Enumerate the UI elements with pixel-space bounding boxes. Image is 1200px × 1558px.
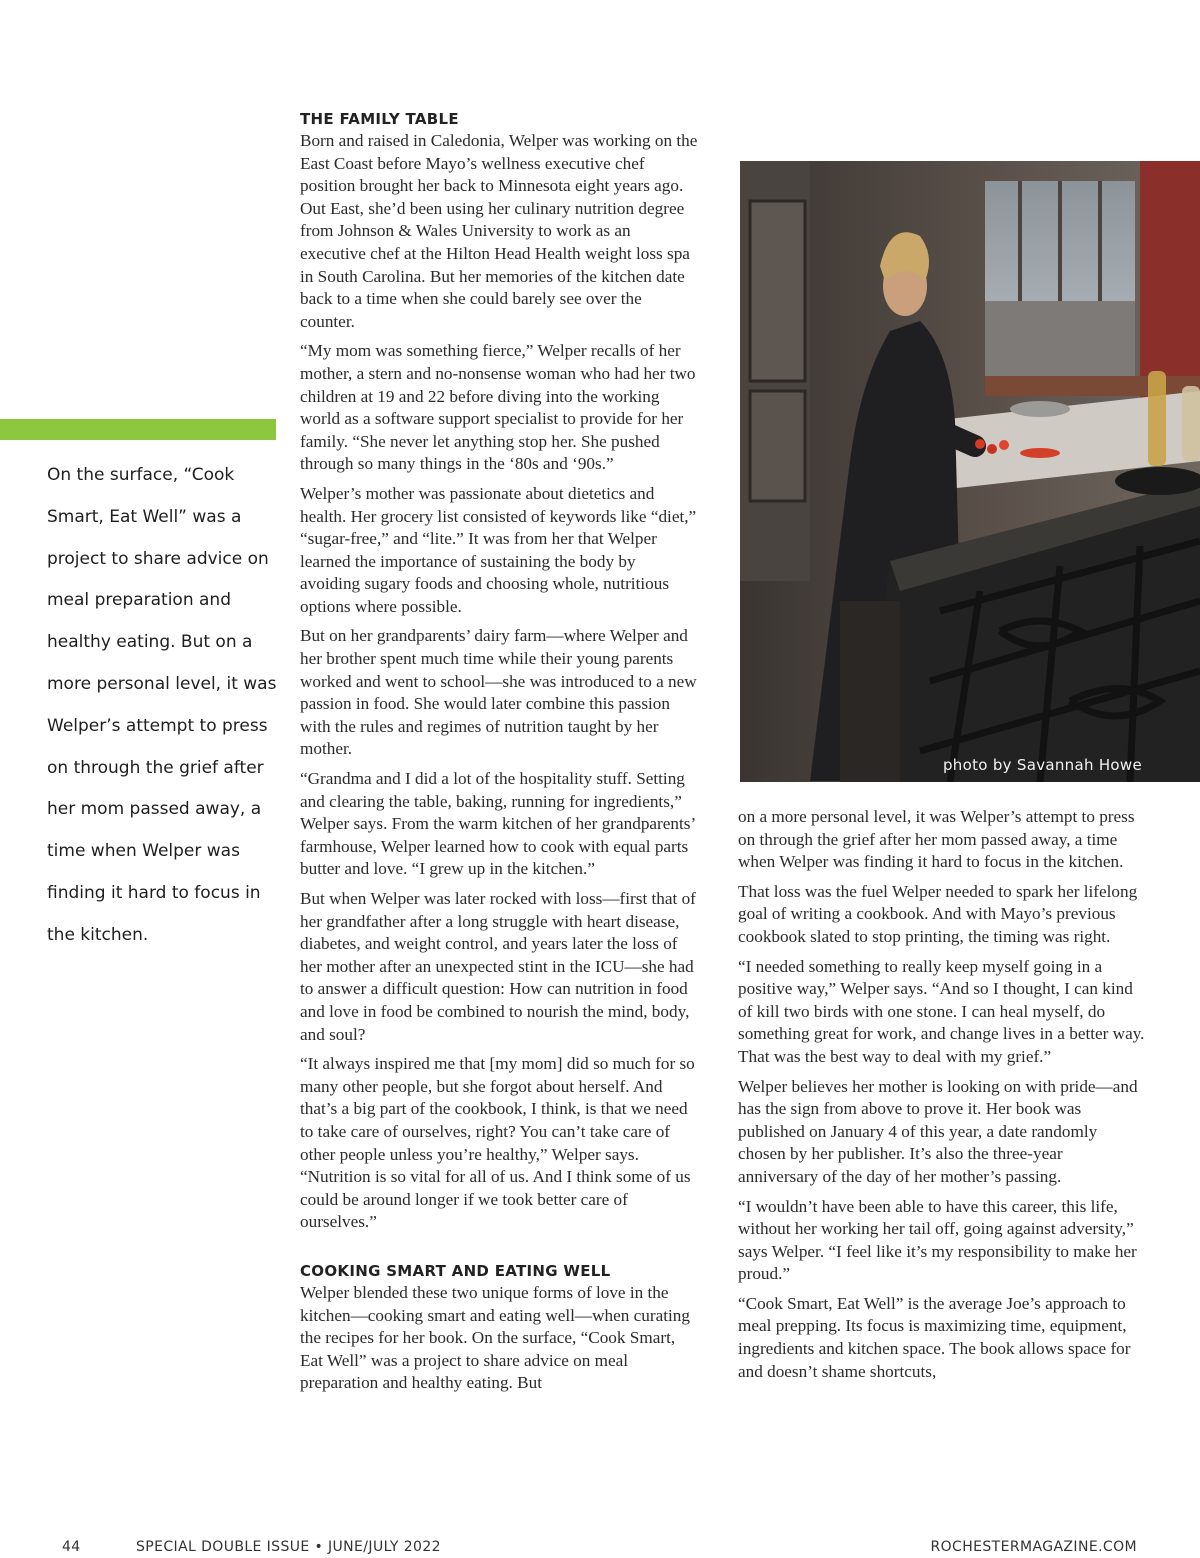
kitchen-photo (740, 161, 1200, 782)
page-number: 44 (62, 1539, 81, 1555)
paragraph: But on her grandparents’ dairy farm—where Welper and her brother spent much time while their young parents worked and went to school—she was introduced to a new passion in food. She would later combine this passion with the rules and regimes of nutrition taught by her mother. (300, 626, 697, 759)
paragraph: Welper blended these two unique forms of love in the kitchen—cooking smart and eating well—when curating the recipes for her book. On the surface, “Cook Smart, Eat Well” was a project to share advice on meal preparation and healthy eating. But (300, 1282, 690, 1393)
accent-bar (0, 419, 276, 440)
paragraph: Welper believes her mother is looking on with pride—and has the sign from above to prove it. Her book was published on January 4 of this year, a date randomly chosen by her publisher. It’s also the three-year anniversary of the day of her mother’s passing. (738, 1076, 1138, 1186)
paragraph: Born and raised in Caledonia, Welper was working on the East Coast before Mayo’s wellness executive chef position brought her back to Minnesota eight years ago. Out East, she’d been using her culinary nutrition degree from Johnson & Wales University to work as an executive chef at the Hilton Head Health weight loss spa in South Carolina. But her memories of the kitchen date back to a time when she could barely see over the counter. (300, 131, 698, 331)
section-heading-cooking-smart: COOKING SMART AND EATING WELL (300, 1261, 611, 1280)
right-text-column (738, 806, 1146, 1390)
paragraph: “I wouldn’t have been able to have this career, this life, without her working her tail off, going against adversity,” says Welper. “I feel like it’s my responsibility to make her proud.” (738, 1196, 1137, 1284)
paragraph: “My mom was something fierce,” Welper recalls of her mother, a stern and no-nonsense woman who had her two children at 19 and 22 before diving into the working world as a software support specialist to provide for her family. “She never let anything stop her. She pushed through so many things in the ‘80s and ‘90s.” (300, 341, 696, 474)
paragraph: But when Welper was later rocked with loss—first that of her grandfather after a long struggle with heart disease, diabetes, and weight control, and years later the loss of her mother after an unexpected stint in the ICU—she had to answer a difficult question: How can nutrition in food and love in food be combined to nourish the mind, body, and soul? (300, 889, 696, 1044)
paragraph: “Grandma and I did a lot of the hospitality stuff. Setting and clearing the table, baking, running for ingredients,” Welper says. From the warm kitchen of her grandparents’ farmhouse, Welper learned how to cook with equal parts butter and love. “I grew up in the kitchen.” (300, 769, 695, 879)
photo-credit: photo by Savannah Howe (942, 756, 1142, 774)
pull-quote: On the surface, “Cook Smart, Eat Well” was a project to share advice on meal preparation and healthy eating. But on a more personal level, it was Welper’s attempt to press on through the grief after her mom passed away, a time when Welper was finding it hard to focus in the kitchen. (47, 465, 277, 945)
paragraph: That loss was the fuel Welper needed to spark her lifelong goal of writing a cookbook. And with Mayo’s previous cookbook slated to stop printing, the timing was right. (738, 881, 1138, 946)
paragraph: “It always inspired me that [my mom] did so much for so many other people, but she forgot about herself. And that’s a big part of the cookbook, I think, is that we need to take care of ourselves, right? You can’t take care of other people unless you’re healthy,” Welper says. “Nutrition is so vital for all of us. And I think some of us could be around longer if we took better care of ourselves.” (300, 1054, 695, 1232)
paragraph: “Cook Smart, Eat Well” is the average Joe’s approach to meal prepping. Its focus is maximizing time, equipment, ingredients and kitchen space. The book allows space for and doesn’t shame shortcuts, (738, 1293, 1131, 1381)
paragraph: “I needed something to really keep myself going in a positive way,” Welper says. “And so I thought, I can kind of kill two birds with one stone. I can heal myself, do something great for work, and change lives in a better way. That was the best way to deal with my grief.” (738, 956, 1145, 1066)
paragraph: on a more personal level, it was Welper’s attempt to press on through the grief after her mom passed away, a time when Welper was finding it hard to focus in the kitchen. (738, 807, 1135, 872)
photo-illustration (740, 161, 1200, 782)
issue-label: SPECIAL DOUBLE ISSUE • JUNE/JULY 2022 (136, 1539, 441, 1555)
paragraph: Welper’s mother was passionate about dietetics and health. Her grocery list consisted of keywords like “diet,” “sugar-free,” and “lite.” It was from her that Welper learned the importance of sustaining the body by avoiding sugary foods and choosing whole, nutritious options where possible. (300, 483, 697, 616)
left-text-column (300, 108, 698, 1402)
website-link[interactable]: ROCHESTERMAGAZINE.COM (930, 1539, 1137, 1555)
section-heading-family-table: THE FAMILY TABLE (300, 110, 459, 128)
